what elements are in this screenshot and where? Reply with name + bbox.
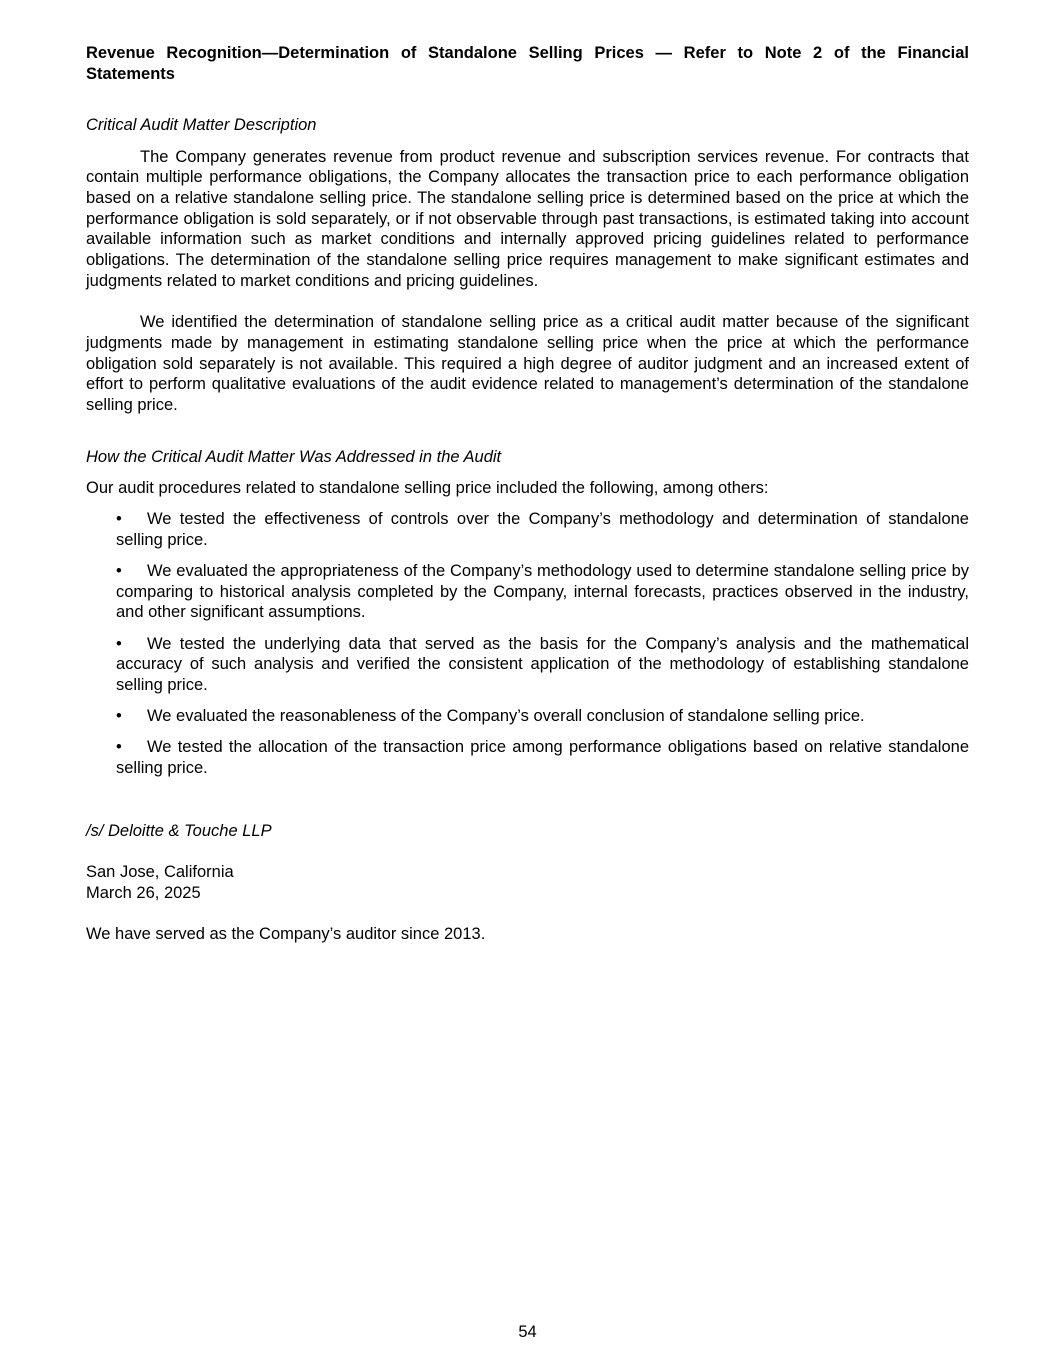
procedure-item <box>116 737 969 778</box>
signature-city: San Jose, California <box>86 863 234 882</box>
section-title: Revenue Recognition—Determination of Standalone Selling Prices — Refer to Note 2 of the Financial Statements <box>86 44 969 83</box>
auditor-signature: /s/ Deloitte & Touche LLP <box>86 821 272 840</box>
bullet-icon: • <box>116 707 122 726</box>
description-paragraph-2: We identified the determination of standalone selling price as a critical audit matter because of the significant judgments made by management in estimating standalone selling price when the price at which the performance obligation sold separately is not available. This required a high degree of auditor judgment and an increased extent of effort to perform qualitative evaluations of the audit evidence related to management’s determination of the standalone selling price. <box>86 313 969 415</box>
procedure-text: We evaluated the appropriateness of the Company’s methodology used to determine standalone selling price by comparing to historical analysis completed by the Company, internal forecasts, practices observed in the industry, and other significant assumptions. <box>116 562 969 622</box>
description-heading: Critical Audit Matter Description <box>86 116 317 135</box>
bullet-icon: • <box>116 562 122 581</box>
bullet-icon: • <box>116 634 122 653</box>
procedure-text: We tested the underlying data that served as the basis for the Company’s analysis and the mathematical accuracy of such analysis and verified the consistent application of the methodology of establishing standalone selling price. <box>116 634 969 695</box>
procedure-text: We tested the effectiveness of controls over the Company’s methodology and determination of standalone selling price. <box>116 510 969 549</box>
signature-date: March 26, 2025 <box>86 883 201 902</box>
document-page <box>86 43 969 945</box>
procedure-item <box>116 634 969 696</box>
bullet-icon: • <box>116 738 122 757</box>
bullet-icon: • <box>116 510 122 529</box>
addressed-heading: How the Critical Audit Matter Was Addressed in the Audit <box>86 447 502 466</box>
procedures-list <box>86 509 969 779</box>
page-number: 54 <box>518 1323 537 1341</box>
auditor-tenure: We have served as the Company’s auditor since 2013. <box>86 925 486 944</box>
procedure-text: We tested the allocation of the transaction price among performance obligations based on relative standalone selling price. <box>116 738 969 778</box>
description-paragraph-1: The Company generates revenue from product revenue and subscription services revenue. For contracts that contain multiple performance obligations, the Company allocates the transaction price to each performance obligation based on a relative standalone selling price. The standalone selling price is determined based on the price at which the performance obligation is sold separately, or if not observable through past transactions, is estimated taking into account available information such as market conditions and internally approved pricing guidelines related to performance obligations. The determination of the standalone selling price requires management to make significant estimates and judgments related to market conditions and pricing guidelines. <box>86 147 969 290</box>
procedure-item <box>116 561 969 623</box>
procedure-item <box>116 509 969 550</box>
procedure-item <box>116 706 969 727</box>
procedures-intro: Our audit procedures related to standalone selling price included the following, among others: <box>86 478 769 497</box>
procedure-text: We evaluated the reasonableness of the Company’s overall conclusion of standalone selling price. <box>147 707 865 726</box>
